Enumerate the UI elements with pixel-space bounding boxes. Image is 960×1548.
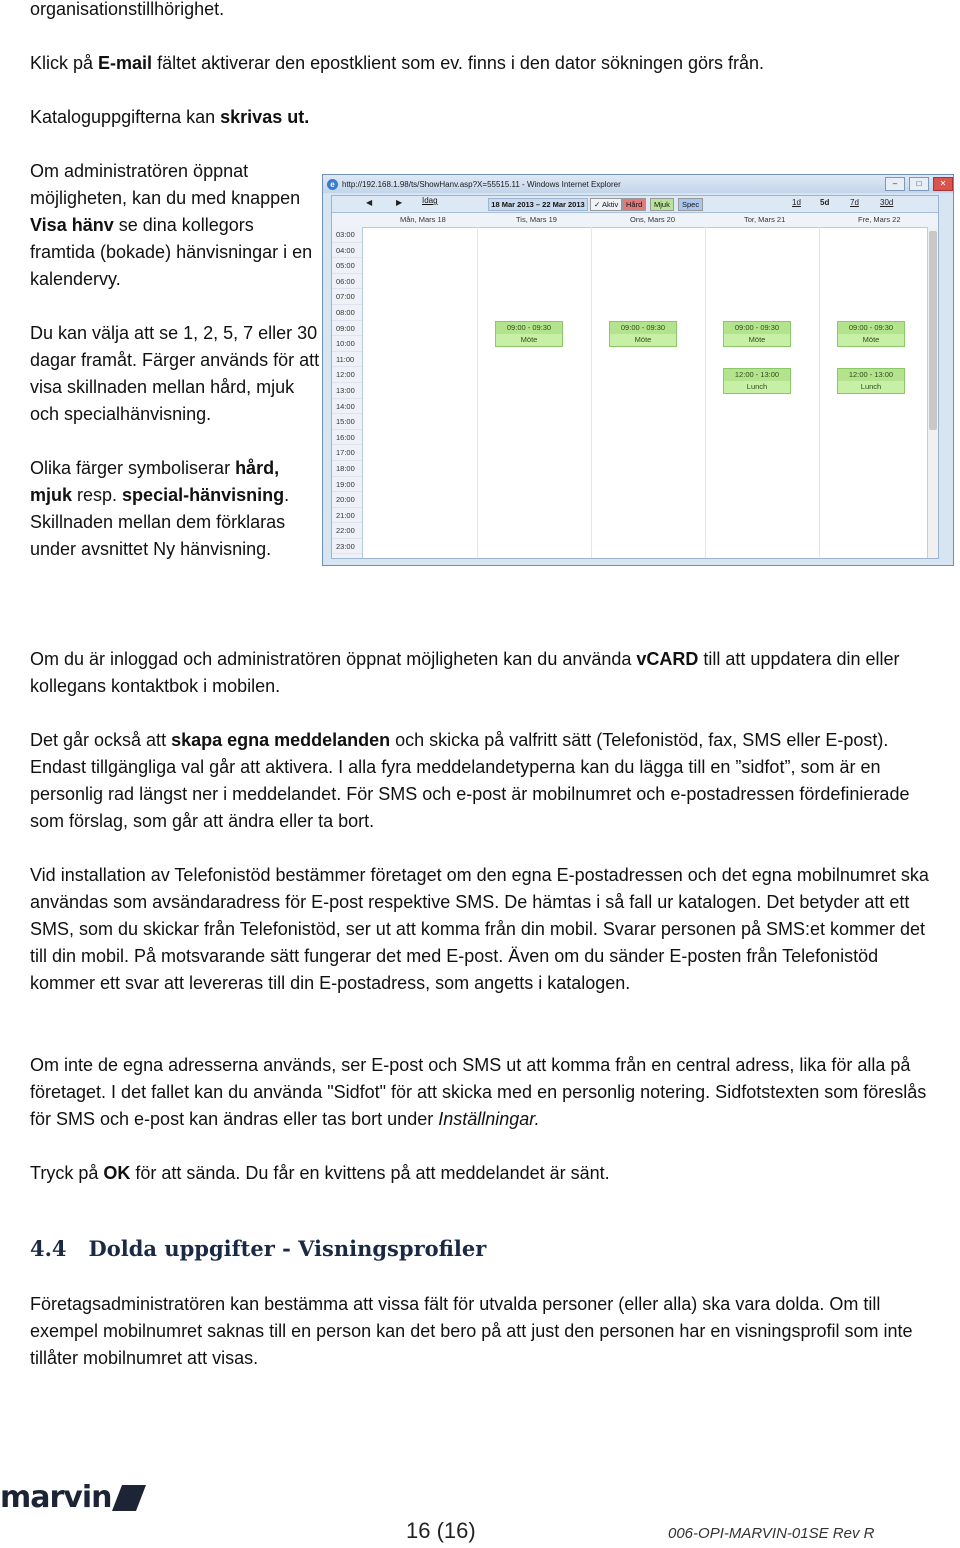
hour-label: 15:00 (332, 414, 362, 430)
hour-label: 16:00 (332, 430, 362, 446)
text-line: Klick på E-mail fältet aktiverar den epostklient som ev. finns i den dator sökningen görs från. (30, 53, 765, 73)
paragraph: Vid installation av Telefonistöd bestämmer företaget om den egna E-postadressen och det egna mobilnumret ska användas som avsändaradress för E-post respektive SMS. De hämtas i så fall ur katalogen. Det betyder att ett SMS, som du skickar från Telefonistöd, ser ut att komma från din mobil. Svarar personen på SMS:et kommer det till din mobil. På motsvarande sätt fungerar det med E-post. Även om du sänder E-posten från Telefonistöd kommer ett svar att levereras till din E-postadress, som angetts i katalogen. (30, 865, 929, 993)
hour-label: 19:00 (332, 477, 362, 493)
hour-label: 23:00 (332, 539, 362, 555)
day-column (363, 227, 478, 558)
calendar-window-screenshot (322, 174, 954, 566)
day-header: Ons, Mars 20 (630, 215, 676, 224)
calendar-toolbar (332, 196, 938, 213)
text-line: Kataloguppgifterna kan skrivas ut. (30, 107, 310, 127)
vertical-scrollbar[interactable] (927, 227, 938, 558)
side-text (30, 158, 320, 590)
special-filter[interactable]: Spec (678, 198, 703, 211)
paragraph: Olika färger symboliserar hård, mjuk resp. special-hänvisning. Skillnaden mellan dem förklaras under avsnittet Ny hänvisning. (30, 458, 290, 559)
hour-label: 03:00 (332, 227, 362, 243)
window-title: http://192.168.1.98/ts/ShowHanv.asp?X=55515.11 - Windows Internet Explorer (342, 179, 621, 189)
view-30d[interactable]: 30d (880, 198, 894, 207)
paragraph: Om administratören öppnat möjligheten, kan du med knappen Visa hänv se dina kollegors framtida (bokade) hänvisningar i en kalendervy. (30, 161, 313, 289)
hour-label: 22:00 (332, 523, 362, 539)
calendar-event[interactable]: 12:00 - 13:00 Lunch (837, 368, 905, 394)
hour-label: 13:00 (332, 383, 362, 399)
day-header: Tor, Mars 21 (744, 215, 786, 224)
hour-label: 20:00 (332, 492, 362, 508)
day-column (477, 227, 592, 558)
hour-label: 18:00 (332, 461, 362, 477)
hour-label: 12:00 (332, 367, 362, 383)
hour-label: 11:00 (332, 352, 362, 368)
text-line: organisationstillhörighet. (30, 0, 225, 19)
document-id: 006-OPI-MARVIN-01SE Rev R (668, 1525, 875, 1542)
calendar-event[interactable]: 09:00 - 09:30 Möte (837, 321, 905, 347)
scroll-thumb[interactable] (929, 231, 937, 430)
paragraph: Företagsadministratören kan bestämma att vissa fält för utvalda personer (eller alla) ska vara dolda. Om till exempel mobilnumret saknas till en person kan det bero på att just den personen har en visningsprofil som inte tillåter mobilnumret att visas. (30, 1294, 913, 1368)
page-number: 16 (16) (406, 1518, 476, 1543)
hour-label: 04:00 (332, 243, 362, 259)
calendar-grid (363, 227, 928, 558)
window-titlebar (323, 175, 953, 193)
date-range: 18 Mar 2013 – 22 Mar 2013 (488, 198, 588, 211)
maximize-icon[interactable]: □ (909, 177, 929, 191)
view-7d[interactable]: 7d (850, 198, 859, 207)
paragraph: Du kan välja att se 1, 2, 5, 7 eller 30 dagar framåt. Färger används för att visa skillnaden mellan hård, mjuk och specialhänvisning. (30, 323, 320, 424)
logo-slash-icon (112, 1483, 146, 1513)
paragraph: Om du är inloggad och administratören öppnat möjligheten kan du använda vCARD till att uppdatera din eller kollegans kontaktbok i mobilen. (30, 649, 900, 696)
active-toggle[interactable]: ✓ Aktiv (590, 198, 622, 211)
calendar-event[interactable]: 09:00 - 09:30 Möte (723, 321, 791, 347)
calendar-event[interactable]: 09:00 - 09:30 Möte (609, 321, 677, 347)
paragraph: Tryck på OK för att sända. Du får en kvittens på att meddelandet är sänt. (30, 1163, 610, 1183)
hard-filter[interactable]: Hård (622, 198, 646, 211)
hour-label: 14:00 (332, 399, 362, 415)
day-column (591, 227, 706, 558)
hour-label: 06:00 (332, 274, 362, 290)
hour-column (332, 227, 363, 558)
day-header: Fre, Mars 22 (858, 215, 901, 224)
hour-label: 09:00 (332, 321, 362, 337)
paragraph: Det går också att skapa egna meddelanden och skicka på valfritt sätt (Telefonistöd, fax, SMS eller E-post). Endast tillgängliga val går att aktivera. I alla fyra meddelandetyperna kan du lägga till en ”sidfot”, som är en personlig rad längst ner i meddelandet. För SMS och e-post är mobilnumret och e-postadressen fördefinierade som förslag, som går att ändra eller ta bort. (30, 730, 910, 831)
calendar-view (331, 195, 939, 559)
next-arrow-icon[interactable]: ▶ (396, 198, 403, 207)
view-1d[interactable]: 1d (792, 198, 801, 207)
marvin-logo: marvin (0, 1480, 146, 1515)
prev-arrow-icon[interactable]: ◀ (366, 198, 373, 207)
hour-label: 21:00 (332, 508, 362, 524)
hour-label: 05:00 (332, 258, 362, 274)
view-5d[interactable]: 5d (820, 198, 830, 207)
close-icon[interactable]: ✕ (933, 177, 953, 191)
hour-label: 17:00 (332, 445, 362, 461)
soft-filter[interactable]: Mjuk (650, 198, 674, 211)
hour-label: 08:00 (332, 305, 362, 321)
paragraph: Om inte de egna adresserna används, ser E-post och SMS ut att komma från en central adress, lika för alla på företaget. I det fallet kan du använda "Sidfot" för att skicka med en personlig notering. Sidfotstexten som föreslås för SMS och e-post kan ändras eller tas bort under Inställningar. (30, 1055, 927, 1129)
day-headers (332, 213, 938, 228)
calendar-event[interactable]: 09:00 - 09:30 Möte (495, 321, 563, 347)
browser-icon: e (327, 179, 338, 190)
day-header: Tis, Mars 19 (516, 215, 557, 224)
minimize-icon[interactable]: – (885, 177, 905, 191)
hour-label: 10:00 (332, 336, 362, 352)
hour-label: 07:00 (332, 289, 362, 305)
today-link[interactable]: Idag (422, 196, 438, 205)
day-header: Mån, Mars 18 (400, 215, 446, 224)
section-heading: 4.4 Dolda uppgifter - Visningsprofiler (30, 1236, 487, 1261)
calendar-event[interactable]: 12:00 - 13:00 Lunch (723, 368, 791, 394)
